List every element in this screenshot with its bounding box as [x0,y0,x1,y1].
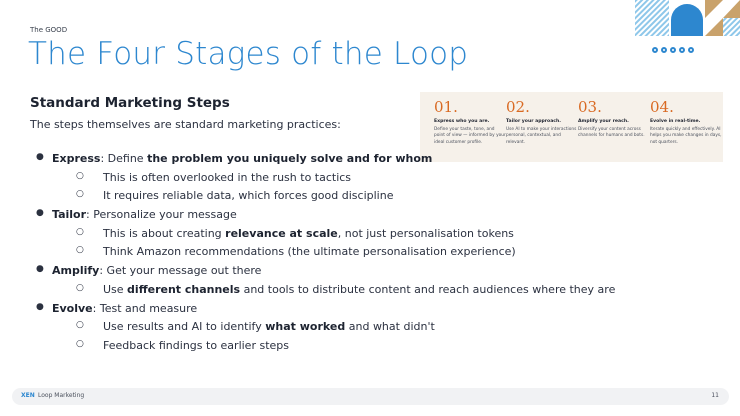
item-text: This is often overlooked in the rush to tactics [103,170,352,184]
sub-list-item [24,245,724,264]
dot-icon [670,47,676,53]
term-tailor: Tailor [52,208,87,222]
term-express: Express [52,152,101,165]
deco-stripe-block [635,0,669,36]
item-text: : Test and measure [92,301,198,315]
sub-list-item [24,227,724,246]
item-text: : Define [100,152,148,165]
bullet-icon: ● [36,208,44,219]
stage-heading: Tailor your approach. [506,119,562,124]
slide-title: The Four Stages of the Loop [28,36,469,72]
stage-description: Define your taste, tone, and point of view — informed by your ideal customer profile. [434,127,506,145]
item-text: and tools to distribute content and reach audiences where they are [240,282,616,296]
deco-blue-block [671,20,703,36]
deco-triangle-right [723,0,740,18]
footer-text: Loop Marketing [38,392,85,399]
deco-stripe-small [723,18,740,36]
item-text: , not just personalisation tokens [337,226,514,240]
item-text: and what didn't [345,320,435,334]
term-evolve: Evolve [52,301,93,315]
marketing-steps-list [24,152,724,358]
page-number: 11 [711,392,719,399]
deco-triangle-top [705,0,723,18]
sub-bullet-icon: ○ [76,245,84,256]
item-text: Feedback findings to earlier steps [103,338,289,352]
item-text: Use results and AI to identify [103,320,266,334]
item-emphasis: different channels [127,282,241,296]
intro-text: The steps themselves are standard marketing practices: [30,118,341,131]
bullet-icon: ● [36,152,44,162]
stage-card [650,92,722,146]
footer-brand: XEN [21,392,35,399]
stage-number: 01. [434,98,458,116]
stage-description: Diversify your content across channels for humans and bots. [578,127,645,139]
sub-bullet-icon: ○ [76,189,84,200]
item-emphasis: the problem you uniquely solve and for whom [147,152,433,165]
item-text: This is about creating [103,226,226,240]
sub-list-item [24,189,724,208]
sub-list-item [24,171,724,190]
item-text: Think Amazon recommendations (the ultimate personalisation experience) [103,245,516,259]
stage-number: 02. [506,98,530,116]
sub-bullet-icon: ○ [76,282,84,293]
stage-description: Use AI to make your interactions personal, contextual, and relevant. [506,127,577,145]
stage-number: 04. [650,98,674,116]
sub-bullet-icon: ○ [76,338,84,349]
sub-bullet-icon: ○ [76,226,84,237]
stage-number: 03. [578,98,602,116]
stage-card [434,92,506,146]
stage-heading: Evolve in real-time. [650,119,701,124]
deco-half-circle [671,4,703,20]
item-emphasis: what worked [265,320,346,334]
stage-heading: Amplify your reach. [578,119,629,124]
sub-bullet-icon: ○ [76,320,84,331]
item-text: It requires reliable data, which forces good discipline [103,189,394,203]
item-text: : Personalize your message [86,208,237,222]
slide-footer [12,388,729,405]
dot-icon [652,47,658,53]
stage-card [578,92,650,140]
sub-list-item [24,339,724,358]
list-item-amplify [24,264,724,283]
list-item-evolve [24,302,724,321]
dot-icon [661,47,667,53]
item-emphasis: relevance at scale [225,226,338,240]
subheading: Standard Marketing Steps [30,95,230,111]
sub-list-item [24,283,724,302]
bullet-icon: ● [36,264,44,275]
slide-dots [652,47,694,53]
list-item-tailor [24,208,724,227]
deco-triangle-bottom [705,18,723,36]
stage-heading: Express who you are. [434,119,490,124]
section-kicker: The GOOD [30,26,68,34]
stage-card [506,92,578,146]
term-amplify: Amplify [52,264,100,278]
sub-list-item [24,320,724,339]
stage-description: Iterate quickly and effectively. AI helps you make changes in days, not quarters. [650,127,722,145]
item-text: Use [103,282,128,296]
list-item-express [24,152,724,171]
bullet-icon: ● [36,301,44,312]
dot-icon [688,47,694,53]
decorative-pattern [635,0,740,36]
dot-icon [679,47,685,53]
sub-bullet-icon: ○ [76,170,84,181]
item-text: : Get your message out there [99,264,262,278]
